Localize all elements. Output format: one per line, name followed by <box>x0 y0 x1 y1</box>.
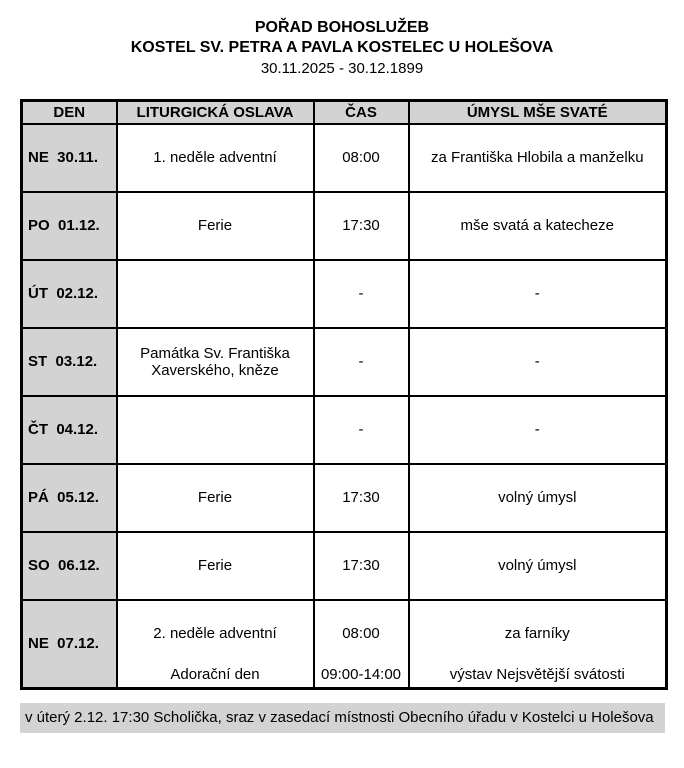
day-cell: ÚT 02.12. <box>22 260 117 328</box>
intention-cell: - <box>409 328 667 396</box>
table-row <box>22 600 667 689</box>
celebration-entry-1: 2. neděle adventní <box>153 625 277 643</box>
intention-cell: - <box>409 260 667 328</box>
celebration-cell: Ferie <box>117 532 314 600</box>
celebration-cell: Památka Sv. Františka Xaverského, kněze <box>117 328 314 396</box>
celebration-cell <box>117 260 314 328</box>
intention-cell: za Františka Hlobila a manželku <box>409 124 667 192</box>
intention-cell: - <box>409 396 667 464</box>
col-header-den: DEN <box>22 101 117 124</box>
celebration-cell: 1. neděle adventní <box>117 124 314 192</box>
time-entry-1: 08:00 <box>342 625 380 643</box>
schedule-table <box>20 99 668 690</box>
table-header-row <box>22 101 667 124</box>
celebration-cell: Ferie <box>117 192 314 260</box>
table-row <box>22 328 667 396</box>
celebration-cell <box>117 600 314 689</box>
time-cell: - <box>314 260 409 328</box>
date-range: 30.11.2025 - 30.12.1899 <box>260 60 424 77</box>
intention-cell <box>409 600 667 689</box>
table-row <box>22 124 667 192</box>
day-cell: PO 01.12. <box>22 192 117 260</box>
intention-cell: volný úmysl <box>409 464 667 532</box>
page-header <box>0 0 684 79</box>
celebration-cell: Ferie <box>117 464 314 532</box>
table-row <box>22 396 667 464</box>
celebration-entry-2: Adorační den <box>170 666 260 684</box>
col-header-umysl-mse-svate: ÚMYSL MŠE SVATÉ <box>409 101 667 124</box>
intention-cell: volný úmysl <box>409 532 667 600</box>
day-cell: NE 30.11. <box>22 124 117 192</box>
time-cell: 17:30 <box>314 464 409 532</box>
intention-entry-1: za farníky <box>504 625 570 643</box>
time-cell: - <box>314 328 409 396</box>
day-cell: NE 07.12. <box>22 600 117 689</box>
day-cell: ST 03.12. <box>22 328 117 396</box>
col-header-liturgicka-oslava: LITURGICKÁ OSLAVA <box>117 101 314 124</box>
day-cell: SO 06.12. <box>22 532 117 600</box>
footer-note: v úterý 2.12. 17:30 Scholička, sraz v zasedací místnosti Obecního úřadu v Kostelci u Holešova <box>20 703 665 733</box>
page-title: POŘAD BOHOSLUŽEB <box>254 19 430 36</box>
table-row <box>22 192 667 260</box>
table-row <box>22 532 667 600</box>
page-subtitle: KOSTEL SV. PETRA A PAVLA KOSTELEC U HOLEŠOVA <box>130 39 554 56</box>
time-cell <box>314 600 409 689</box>
time-cell: 17:30 <box>314 532 409 600</box>
time-cell: 08:00 <box>314 124 409 192</box>
table-row <box>22 464 667 532</box>
day-cell: ČT 04.12. <box>22 396 117 464</box>
intention-entry-2: výstav Nejsvětější svátosti <box>449 666 625 684</box>
intention-cell: mše svatá a katecheze <box>409 192 667 260</box>
celebration-cell <box>117 396 314 464</box>
col-header-cas: ČAS <box>314 101 409 124</box>
table-row <box>22 260 667 328</box>
time-cell: 17:30 <box>314 192 409 260</box>
day-cell: PÁ 05.12. <box>22 464 117 532</box>
time-entry-2: 09:00-14:00 <box>320 666 402 684</box>
time-cell: - <box>314 396 409 464</box>
